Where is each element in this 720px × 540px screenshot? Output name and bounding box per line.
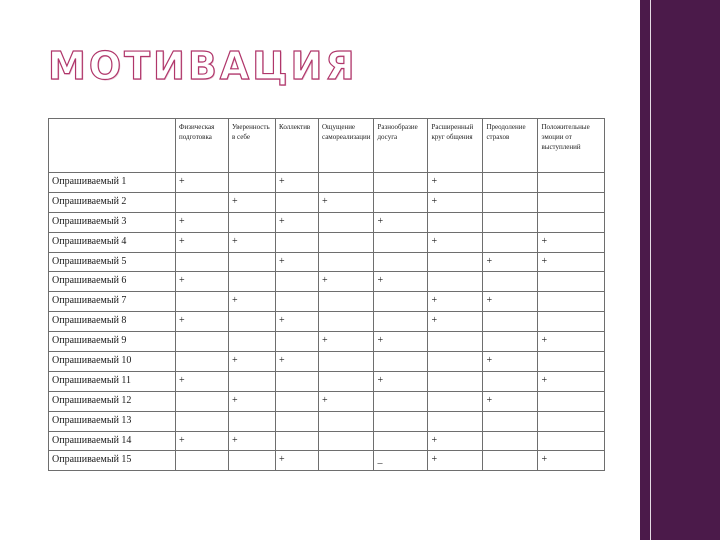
mark-cell: + bbox=[229, 292, 276, 312]
mark-cell bbox=[276, 332, 319, 352]
respondent-label: Опрашиваемый 2 bbox=[49, 192, 176, 212]
mark-cell bbox=[483, 431, 538, 451]
mark-cell bbox=[374, 173, 428, 193]
mark-cell bbox=[538, 312, 605, 332]
mark-cell bbox=[374, 232, 428, 252]
mark-cell bbox=[483, 173, 538, 193]
mark-cell: + bbox=[276, 352, 319, 372]
mark-cell: _ bbox=[374, 451, 428, 471]
respondent-label: Опрашиваемый 4 bbox=[49, 232, 176, 252]
table-row bbox=[49, 391, 605, 411]
table-row bbox=[49, 332, 605, 352]
mark-cell: + bbox=[374, 332, 428, 352]
table-row bbox=[49, 371, 605, 391]
mark-cell bbox=[276, 192, 319, 212]
respondent-label: Опрашиваемый 3 bbox=[49, 212, 176, 232]
mark-cell bbox=[319, 451, 374, 471]
mark-cell bbox=[276, 371, 319, 391]
mark-cell bbox=[374, 411, 428, 431]
column-header: Преодоление страхов bbox=[483, 119, 538, 173]
mark-cell bbox=[538, 411, 605, 431]
mark-cell bbox=[483, 232, 538, 252]
mark-cell: + bbox=[374, 272, 428, 292]
mark-cell bbox=[229, 312, 276, 332]
mark-cell: + bbox=[176, 272, 229, 292]
mark-cell bbox=[374, 352, 428, 372]
mark-cell bbox=[276, 292, 319, 312]
mark-cell: + bbox=[276, 451, 319, 471]
mark-cell: + bbox=[276, 212, 319, 232]
mark-cell: + bbox=[229, 232, 276, 252]
mark-cell bbox=[176, 411, 229, 431]
column-header: Коллектив bbox=[276, 119, 319, 173]
mark-cell bbox=[538, 173, 605, 193]
mark-cell bbox=[428, 212, 483, 232]
table-row bbox=[49, 352, 605, 372]
mark-cell bbox=[374, 391, 428, 411]
respondent-label: Опрашиваемый 14 bbox=[49, 431, 176, 451]
mark-cell: + bbox=[538, 232, 605, 252]
mark-cell: + bbox=[428, 232, 483, 252]
mark-cell bbox=[538, 212, 605, 232]
mark-cell: + bbox=[483, 252, 538, 272]
mark-cell: + bbox=[229, 352, 276, 372]
mark-cell bbox=[229, 212, 276, 232]
table-row bbox=[49, 173, 605, 193]
mark-cell bbox=[374, 431, 428, 451]
table-row bbox=[49, 232, 605, 252]
mark-cell: + bbox=[319, 192, 374, 212]
column-header: Физическая подготовка bbox=[176, 119, 229, 173]
motivation-survey-table bbox=[48, 118, 605, 471]
mark-cell: + bbox=[428, 173, 483, 193]
mark-cell bbox=[176, 332, 229, 352]
mark-cell bbox=[374, 192, 428, 212]
mark-cell bbox=[483, 312, 538, 332]
mark-cell bbox=[428, 391, 483, 411]
table-row bbox=[49, 192, 605, 212]
mark-cell bbox=[176, 352, 229, 372]
mark-cell: + bbox=[319, 391, 374, 411]
mark-cell bbox=[319, 292, 374, 312]
mark-cell bbox=[428, 411, 483, 431]
mark-cell: + bbox=[483, 352, 538, 372]
mark-cell: + bbox=[374, 371, 428, 391]
mark-cell bbox=[176, 192, 229, 212]
mark-cell bbox=[276, 272, 319, 292]
mark-cell bbox=[176, 391, 229, 411]
mark-cell bbox=[319, 173, 374, 193]
mark-cell bbox=[538, 272, 605, 292]
column-header: Ощущение самореализации bbox=[319, 119, 374, 173]
mark-cell bbox=[319, 352, 374, 372]
mark-cell: + bbox=[276, 252, 319, 272]
mark-cell bbox=[428, 352, 483, 372]
mark-cell: + bbox=[319, 332, 374, 352]
mark-cell bbox=[276, 232, 319, 252]
mark-cell bbox=[276, 431, 319, 451]
mark-cell bbox=[483, 272, 538, 292]
mark-cell: + bbox=[176, 212, 229, 232]
respondent-label: Опрашиваемый 7 bbox=[49, 292, 176, 312]
mark-cell: + bbox=[538, 252, 605, 272]
mark-cell: + bbox=[229, 391, 276, 411]
mark-cell bbox=[229, 411, 276, 431]
mark-cell bbox=[176, 252, 229, 272]
table-row bbox=[49, 292, 605, 312]
mark-cell: + bbox=[176, 431, 229, 451]
mark-cell bbox=[319, 232, 374, 252]
mark-cell: + bbox=[374, 212, 428, 232]
table-row bbox=[49, 212, 605, 232]
mark-cell: + bbox=[176, 232, 229, 252]
mark-cell: + bbox=[483, 292, 538, 312]
mark-cell bbox=[374, 312, 428, 332]
table-row bbox=[49, 272, 605, 292]
mark-cell: + bbox=[229, 192, 276, 212]
respondent-label: Опрашиваемый 13 bbox=[49, 411, 176, 431]
mark-cell: + bbox=[428, 431, 483, 451]
column-header: Положительные эмоции от выступлений bbox=[538, 119, 605, 173]
mark-cell bbox=[229, 332, 276, 352]
mark-cell: + bbox=[276, 173, 319, 193]
mark-cell bbox=[374, 252, 428, 272]
mark-cell: + bbox=[538, 332, 605, 352]
mark-cell: + bbox=[538, 451, 605, 471]
mark-cell: + bbox=[483, 391, 538, 411]
respondent-label: Опрашиваемый 15 bbox=[49, 451, 176, 471]
column-header: Разнообразие досуга bbox=[374, 119, 428, 173]
mark-cell bbox=[319, 431, 374, 451]
sidebar-divider-line bbox=[650, 0, 651, 540]
mark-cell: + bbox=[428, 451, 483, 471]
mark-cell bbox=[483, 212, 538, 232]
mark-cell bbox=[483, 411, 538, 431]
mark-cell: + bbox=[176, 312, 229, 332]
mark-cell bbox=[176, 451, 229, 471]
respondent-label: Опрашиваемый 6 bbox=[49, 272, 176, 292]
mark-cell bbox=[428, 252, 483, 272]
mark-cell: + bbox=[176, 173, 229, 193]
sidebar-accent-bar bbox=[640, 0, 720, 540]
table-row bbox=[49, 431, 605, 451]
mark-cell bbox=[229, 272, 276, 292]
mark-cell bbox=[538, 192, 605, 212]
mark-cell bbox=[483, 371, 538, 391]
mark-cell bbox=[319, 312, 374, 332]
respondent-label: Опрашиваемый 9 bbox=[49, 332, 176, 352]
mark-cell: + bbox=[428, 312, 483, 332]
mark-cell bbox=[538, 352, 605, 372]
header-corner-cell bbox=[49, 119, 176, 173]
table-row bbox=[49, 411, 605, 431]
mark-cell: + bbox=[319, 272, 374, 292]
mark-cell bbox=[276, 411, 319, 431]
mark-cell bbox=[176, 292, 229, 312]
mark-cell bbox=[319, 252, 374, 272]
mark-cell bbox=[483, 451, 538, 471]
mark-cell bbox=[538, 391, 605, 411]
mark-cell bbox=[229, 451, 276, 471]
respondent-label: Опрашиваемый 8 bbox=[49, 312, 176, 332]
mark-cell: + bbox=[229, 431, 276, 451]
respondent-label: Опрашиваемый 11 bbox=[49, 371, 176, 391]
column-header: Расширенный круг общения bbox=[428, 119, 483, 173]
mark-cell bbox=[428, 272, 483, 292]
mark-cell bbox=[374, 292, 428, 312]
mark-cell bbox=[483, 192, 538, 212]
mark-cell: + bbox=[176, 371, 229, 391]
mark-cell bbox=[428, 332, 483, 352]
table-row bbox=[49, 451, 605, 471]
mark-cell bbox=[229, 252, 276, 272]
mark-cell bbox=[538, 292, 605, 312]
mark-cell bbox=[428, 371, 483, 391]
slide-title: МОТИВАЦИЯ bbox=[48, 44, 358, 88]
mark-cell bbox=[319, 411, 374, 431]
mark-cell bbox=[483, 332, 538, 352]
table-header-row bbox=[49, 119, 605, 173]
mark-cell bbox=[538, 431, 605, 451]
mark-cell bbox=[319, 371, 374, 391]
table-row bbox=[49, 252, 605, 272]
respondent-label: Опрашиваемый 10 bbox=[49, 352, 176, 372]
mark-cell: + bbox=[428, 192, 483, 212]
respondent-label: Опрашиваемый 1 bbox=[49, 173, 176, 193]
respondent-label: Опрашиваемый 12 bbox=[49, 391, 176, 411]
mark-cell bbox=[276, 391, 319, 411]
column-header: Уверенность в себе bbox=[229, 119, 276, 173]
mark-cell bbox=[229, 173, 276, 193]
mark-cell bbox=[229, 371, 276, 391]
mark-cell: + bbox=[428, 292, 483, 312]
respondent-label: Опрашиваемый 5 bbox=[49, 252, 176, 272]
mark-cell bbox=[319, 212, 374, 232]
table-row bbox=[49, 312, 605, 332]
mark-cell: + bbox=[538, 371, 605, 391]
mark-cell: + bbox=[276, 312, 319, 332]
